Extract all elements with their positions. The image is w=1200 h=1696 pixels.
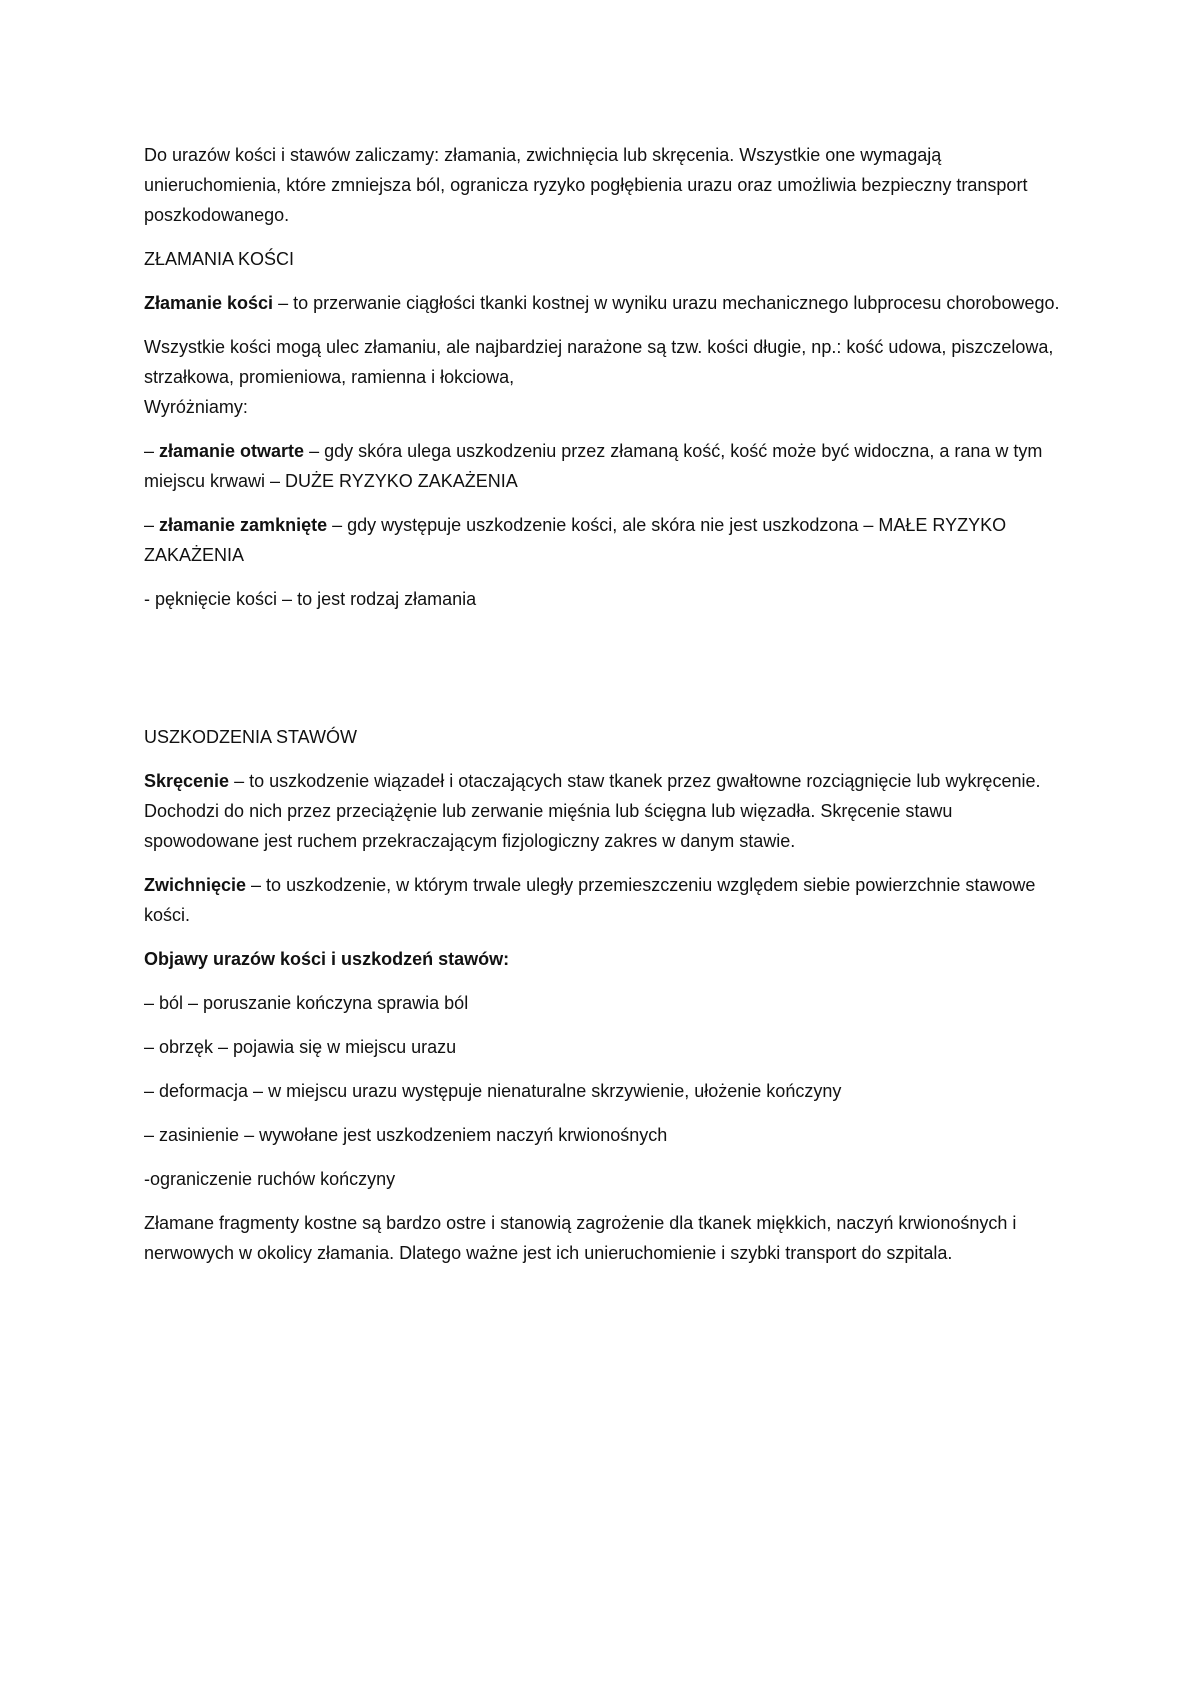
symptom-item: – obrzęk – pojawia się w miejscu urazu: [144, 1037, 457, 1057]
bones-paragraph: [144, 332, 1064, 422]
symptom-item: – deformacja – w miejscu urazu występuje nienaturalne skrzywienie, ułożenie kończyny: [144, 1081, 842, 1101]
symptom-item: – zasinienie – wywołane jest uszkodzeniem naczyń krwionośnych: [144, 1125, 668, 1145]
fracture-term: Złamanie kości: [144, 293, 274, 313]
open-fracture-term: złamanie otwarte: [159, 441, 305, 461]
symptom-item: -ograniczenie ruchów kończyny: [144, 1169, 396, 1189]
crack-item: - pęknięcie kości – to jest rodzaj złamania: [144, 589, 477, 609]
section-spacer: [144, 628, 1064, 716]
dislocation-text: – to uszkodzenie, w którym trwale uległy przemieszczeniu względem siebie powierzchnie stawowe kości.: [144, 875, 1036, 925]
fracture-definition-text: – to przerwanie ciągłości tkanki kostnej w wyniku urazu mechanicznego lubprocesu chorobowego.: [273, 293, 1060, 313]
closing-paragraph: Złamane fragmenty kostne są bardzo ostre i stanowią zagrożenie dla tkanek miękkich, naczyń krwionośnych i nerwowych w okolicy złamania. Dlatego ważne jest ich unieruchomienie i szybki transport do szpitala.: [144, 1213, 1017, 1263]
closed-fracture-dash: –: [144, 515, 160, 535]
sprain-paragraph: [144, 766, 1064, 856]
symptoms-heading: Objawy urazów kości i uszkodzeń stawów:: [144, 949, 510, 969]
closed-fracture-term: złamanie zamknięte: [159, 515, 328, 535]
bones-text: Wszystkie kości mogą ulec złamaniu, ale najbardziej narażone są tzw. kości długie, np.: kość udowa, piszczelowa, strzałkowa, promieniowa, ramienna i łokciowa,: [144, 337, 1054, 387]
section-heading-fractures: ZŁAMANIA KOŚCI: [144, 249, 295, 269]
fracture-definition: [144, 288, 1064, 318]
open-fracture-dash: –: [144, 441, 160, 461]
open-fracture-text: – gdy skóra ulega uszkodzeniu przez złamaną kość, kość może być widoczna, a rana w tym miejscu krwawi – DUŻE RYZYKO ZAKAŻENIA: [144, 441, 1043, 491]
dislocation-term: Zwichnięcie: [144, 875, 247, 895]
closed-fracture-text: – gdy występuje uszkodzenie kości, ale skóra nie jest uszkodzona – MAŁE RYZYKO ZAKAŻENIA: [144, 515, 1007, 565]
distinguish-label: Wyróżniamy:: [144, 397, 248, 417]
open-fracture-item: [144, 436, 1064, 496]
section-heading-joints: USZKODZENIA STAWÓW: [144, 727, 358, 747]
symptom-item: – ból – poruszanie kończyna sprawia ból: [144, 993, 469, 1013]
sprain-text: – to uszkodzenie wiązadeł i otaczających staw tkanek przez gwałtowne rozciągnięcie lub wykręcenie. Dochodzi do nich przez przeciążęnie lub zerwanie mięśnia lub ścięgna lub więzadła. Skręcenie stawu spowodowane jest ruchem przekraczającym fizjologiczny zakres w danym stawie.: [144, 771, 1041, 851]
intro-paragraph: Do urazów kości i stawów zaliczamy: złamania, zwichnięcia lub skręcenia. Wszystkie one wymagają unieruchomienia, które zmniejsza ból, ogranicza ryzyko pogłębienia urazu oraz umożliwia bezpieczny transport poszkodowanego.: [144, 145, 1028, 225]
sprain-term: Skręcenie: [144, 771, 230, 791]
closed-fracture-item: [144, 510, 1064, 570]
dislocation-paragraph: [144, 870, 1064, 930]
document-body: [144, 140, 1064, 1282]
